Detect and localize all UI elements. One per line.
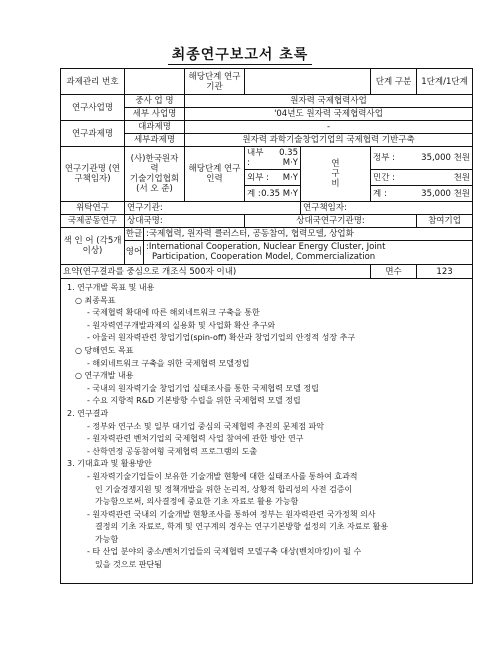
- summary-line: 가능함: [95, 534, 119, 544]
- keyword-cell: [125, 228, 473, 265]
- detail-task-label: 세부과제명: [125, 134, 185, 147]
- summary-body: [61, 279, 473, 584]
- commission-org: 연구기관:: [125, 202, 301, 215]
- intl-agency: 상대국연구기관명:: [245, 215, 417, 228]
- summary-line: ○ 당해연도 목표: [75, 345, 134, 355]
- sub-program-label: 세부 사업명: [125, 108, 185, 121]
- row-header: [61, 69, 473, 95]
- stage-label: 단계 구분: [371, 69, 417, 95]
- keyword-kor-label: 한글: [125, 228, 143, 239]
- summary-line: 결정의 기초 자료로, 학계 및 연구계의 경우는 연구기본방향 설정의 기초 자료로 활용: [95, 522, 389, 532]
- staff-internal: 내부 : 0.35 M·Y: [245, 147, 301, 170]
- summary-line: - 국내의 원자력기술 창업기업 실태조사를 통한 국제협력 모델 정립: [87, 383, 319, 393]
- report-table: [60, 68, 473, 584]
- summary-line: 3. 기대효과 및 활용방안: [67, 459, 152, 469]
- summary-line: - 원자력관련 벤처기업의 국제협력 사업 참여에 관한 방안 연구: [87, 434, 304, 444]
- commission-lead: 연구책임자:: [301, 202, 473, 215]
- summary-line: 가능함으로써, 의사결정에 중요한 기초 자료로 활용 가능함: [95, 497, 299, 507]
- keyword-eng-value: :International Cooperation, Nuclear Energy Cluster, Joint Participation, Cooperation Model, Commercialization: [146, 242, 386, 263]
- project-no-value: [125, 69, 185, 95]
- summary-line: - 산학연정 공동참여형 국제협력 프로그램의 도출: [87, 446, 258, 456]
- summary-line: - 정부와 연구소 및 일부 대기업 중심의 국제협력 추진의 문제점 파악: [87, 421, 324, 431]
- sub-program-value: '04년도 원자력 국제협력사업: [185, 108, 473, 121]
- task-label: 연구과제명: [61, 121, 125, 147]
- stage-value: 1단계/1단계: [417, 69, 473, 95]
- cost-total: 계 : 35,000 천원: [371, 186, 473, 202]
- staff-total: 계 : 0.35 M·Y: [245, 186, 301, 202]
- summary-line: 2. 연구결과: [67, 408, 109, 418]
- org-label: 연구기관명 (연구책임자): [61, 147, 125, 202]
- intl-country: 상대국명:: [125, 215, 245, 228]
- intl-label: 국제공동연구: [61, 215, 125, 228]
- project-no-label: 과제관리 번호: [61, 69, 125, 95]
- keyword-kor-value: :국제협력, 원자력 클러스터, 공동참여, 협력모델, 상업화: [144, 228, 473, 240]
- staff-label: 해당단계 연구인력: [185, 147, 245, 202]
- commission-label: 위탁연구: [61, 202, 125, 215]
- mid-program-label: 중사 업 명: [125, 95, 185, 108]
- summary-line: - 수요 지향적 R&D 기본방향 수립을 위한 국제협력 모델 정립: [87, 396, 301, 406]
- detail-task-value: 원자력 과학기술창업기업의 국제협력 기반구축: [185, 134, 473, 147]
- big-task-value: -: [185, 121, 473, 134]
- summary-line: 1. 연구개발 목표 및 내용: [67, 283, 155, 292]
- keyword-label: 색 인 어 (각5개이상): [61, 228, 125, 265]
- pages-value: 123: [417, 265, 473, 279]
- program-label: 연구사업명: [61, 95, 125, 121]
- summary-line: - 타 산업 분야의 중소/벤처기업들의 국제협력 모델구축 대상(벤치마킹)이 될 수: [87, 547, 362, 557]
- summary-line: - 원자력기술기업들이 보유한 기술개발 현황에 대한 실태조사를 통하여 효과적: [87, 471, 358, 481]
- summary-line: - 국제협력 확대에 따른 해외네트워크 구축을 통한: [87, 308, 260, 318]
- agency-label: 해당단계 연구기관: [185, 69, 245, 95]
- summary-line: 인 기술경쟁지원 및 정책개발을 위한 논리적, 상황적 합리성의 사전 검증이: [95, 484, 353, 494]
- cost-label: 연 구 비: [301, 147, 371, 202]
- big-task-label: 대과제명: [125, 121, 185, 134]
- keyword-eng-label: 영어: [125, 240, 144, 264]
- summary-header-label: 요약(연구결과를 중심으로 개조식 500자 이내): [61, 265, 371, 279]
- summary-line: ○ 연구개발 내용: [75, 371, 134, 381]
- summary-line: - 원자력연구개발과제의 실용화 및 사업화 확산 추구와: [87, 320, 276, 330]
- document-title: 최종연구보고서 초록: [0, 44, 480, 64]
- summary-line: 있을 것으로 판단됨: [95, 560, 162, 570]
- summary-line: - 원자력관련 국내의 기술개발 현황조사를 통하여 정부는 원자력관련 국가정책 의사: [87, 509, 376, 519]
- mid-program-value: 원자력 국제협력사업: [185, 95, 473, 108]
- staff-external: 외부 : M·Y: [245, 170, 301, 186]
- summary-line: ○ 최종목표: [75, 295, 116, 305]
- pages-label: 면수: [371, 265, 417, 279]
- summary-line: - 해외네트워크 구축을 위한 국제협력 모델정립: [87, 358, 250, 368]
- agency-value: [245, 69, 371, 95]
- summary-line: - 아울러 원자력관련 창업기업(spin-off) 확산과 창업기업의 안정적 성장 추구: [87, 333, 356, 343]
- cost-private: 민간 : 천원: [371, 170, 473, 186]
- cost-gov: 정부 : 35,000 천원: [371, 147, 473, 170]
- intl-company: 참여기업: [417, 215, 473, 228]
- org-name: (사)한국원자력 기술기업협회 (서 오 준): [125, 147, 185, 202]
